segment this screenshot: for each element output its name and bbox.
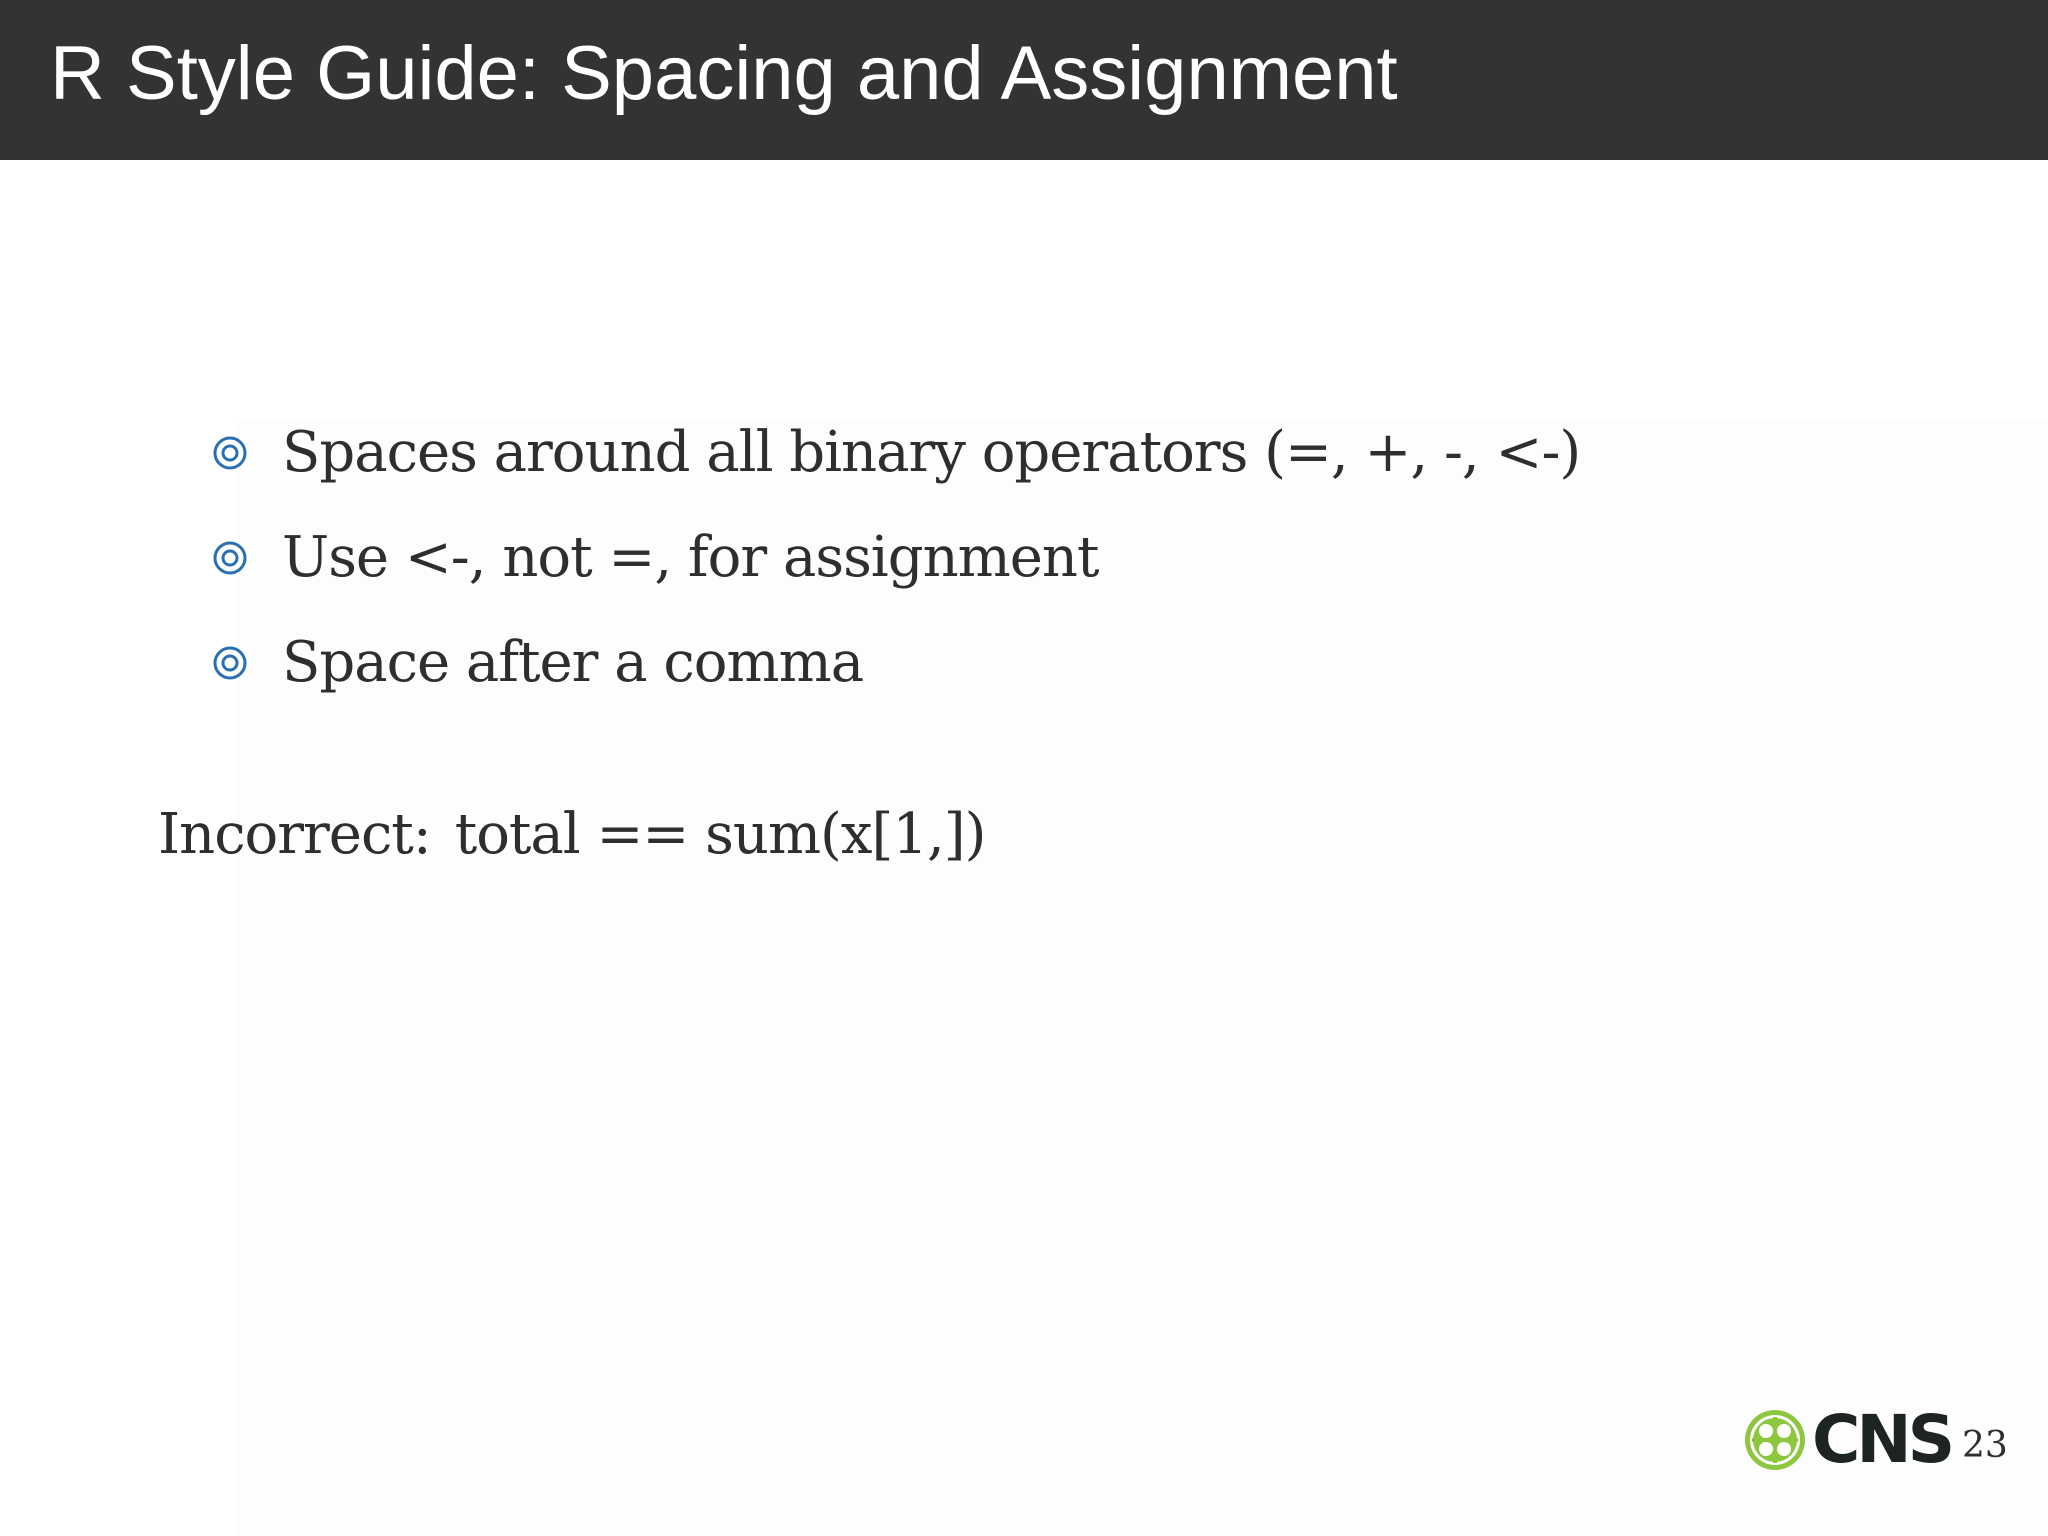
circle-target-icon [210,538,250,578]
bullet-text: Space after a comma [282,629,864,695]
bullet-text: Use <-, not =, for assignment [282,524,1099,590]
circle-target-icon [210,643,250,683]
page-number: 23 [1962,1425,2008,1466]
cns-logo [1742,1401,1952,1478]
bullet-list [210,400,1580,715]
circle-target-icon [210,433,250,473]
title-bar [0,0,2048,160]
bullet-item [210,505,1580,610]
slide-title: R Style Guide: Spacing and Assignment [50,31,1398,116]
example-label: Incorrect: [158,802,431,867]
example-code: total == sum(x[1,]) [454,802,986,867]
bullet-text: Spaces around all binary operators (=, +, -, <-) [282,419,1581,485]
bullet-item [210,610,1580,715]
logo-text: CNS [1812,1401,1952,1478]
bullet-item [210,400,1580,505]
clover-logo-icon [1742,1407,1808,1473]
incorrect-example [158,800,985,870]
